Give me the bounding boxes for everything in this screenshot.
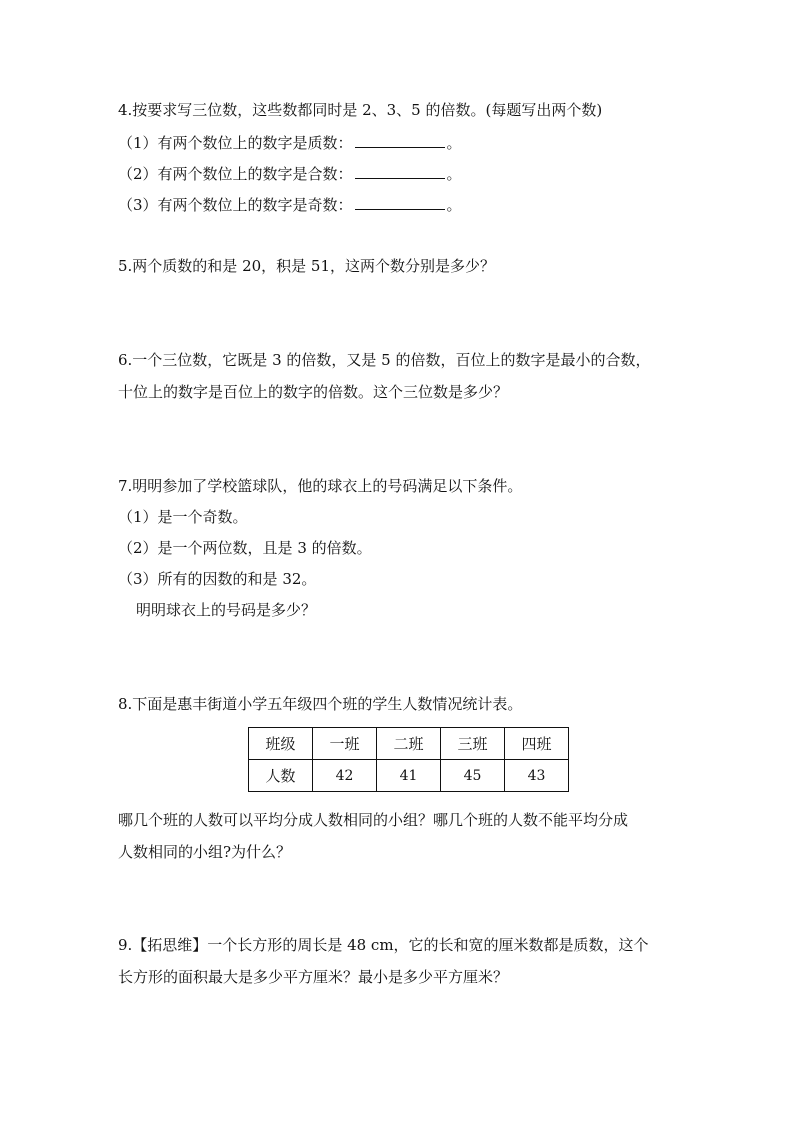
q4-item-3-blank[interactable] (355, 195, 445, 210)
q8-line-2: 人数相同的小组?为什么？ (118, 843, 292, 861)
table-header-cell: 班级 (249, 728, 313, 760)
q5-text: 5.两个质数的和是 20，积是 51，这两个数分别是多少？ (118, 257, 496, 275)
q9-line-1: 9.【拓思维】一个长方形的周长是 48 cm，它的长和宽的厘米数都是质数，这个 (118, 936, 649, 954)
class-stats-table (248, 727, 569, 792)
table-header-row (249, 728, 569, 760)
table-header-cell: 四班 (505, 728, 569, 760)
q7-condition-1: （1）是一个奇数。 (118, 508, 248, 526)
table-row-label: 人数 (249, 760, 313, 792)
q9-line-2: 长方形的面积最大是多少平方厘米？最小是多少平方厘米？ (118, 968, 509, 986)
q4-item-1-blank[interactable] (355, 133, 445, 148)
q4-item-3-end: 。 (446, 196, 462, 214)
q4-item-2-end: 。 (446, 165, 462, 183)
q7-title: 7.明明参加了学校篮球队，他的球衣上的号码满足以下条件。 (118, 477, 523, 495)
q4-item-2-blank[interactable] (355, 164, 445, 179)
q4-item-2-label: （2）有两个数位上的数字是合数： (118, 165, 353, 183)
q4-item-1-label: （1）有两个数位上的数字是质数： (118, 134, 353, 152)
table-header-cell: 三班 (441, 728, 505, 760)
q4-item-1 (118, 133, 462, 153)
q4-title: 4.按要求写三位数，这些数都同时是 2、3、5 的倍数。(每题写出两个数) (118, 101, 603, 119)
table-header-cell: 一班 (313, 728, 377, 760)
q7-condition-2: （2）是一个两位数，且是 3 的倍数。 (118, 539, 372, 557)
table-cell: 41 (377, 760, 441, 792)
q7-condition-3: （3）所有的因数的和是 32。 (118, 570, 317, 588)
q7-question: 明明球衣上的号码是多少？ (136, 601, 317, 619)
table-cell: 42 (313, 760, 377, 792)
q4-item-3 (118, 195, 462, 215)
table-header-cell: 二班 (377, 728, 441, 760)
q8-line-1: 哪几个班的人数可以平均分成人数相同的小组？哪几个班的人数不能平均分成 (118, 811, 629, 829)
q4-item-1-end: 。 (446, 134, 462, 152)
q6-line-2: 十位上的数字是百位上的数字的倍数。这个三位数是多少？ (118, 383, 509, 401)
q4-item-2 (118, 164, 462, 184)
q4-item-3-label: （3）有两个数位上的数字是奇数： (118, 196, 353, 214)
table-row (249, 760, 569, 792)
table-cell: 45 (441, 760, 505, 792)
q6-line-1: 6.一个三位数，它既是 3 的倍数，又是 5 的倍数，百位上的数字是最小的合数， (118, 351, 651, 369)
q8-title: 8.下面是惠丰街道小学五年级四个班的学生人数情况统计表。 (118, 695, 523, 713)
table-cell: 43 (505, 760, 569, 792)
